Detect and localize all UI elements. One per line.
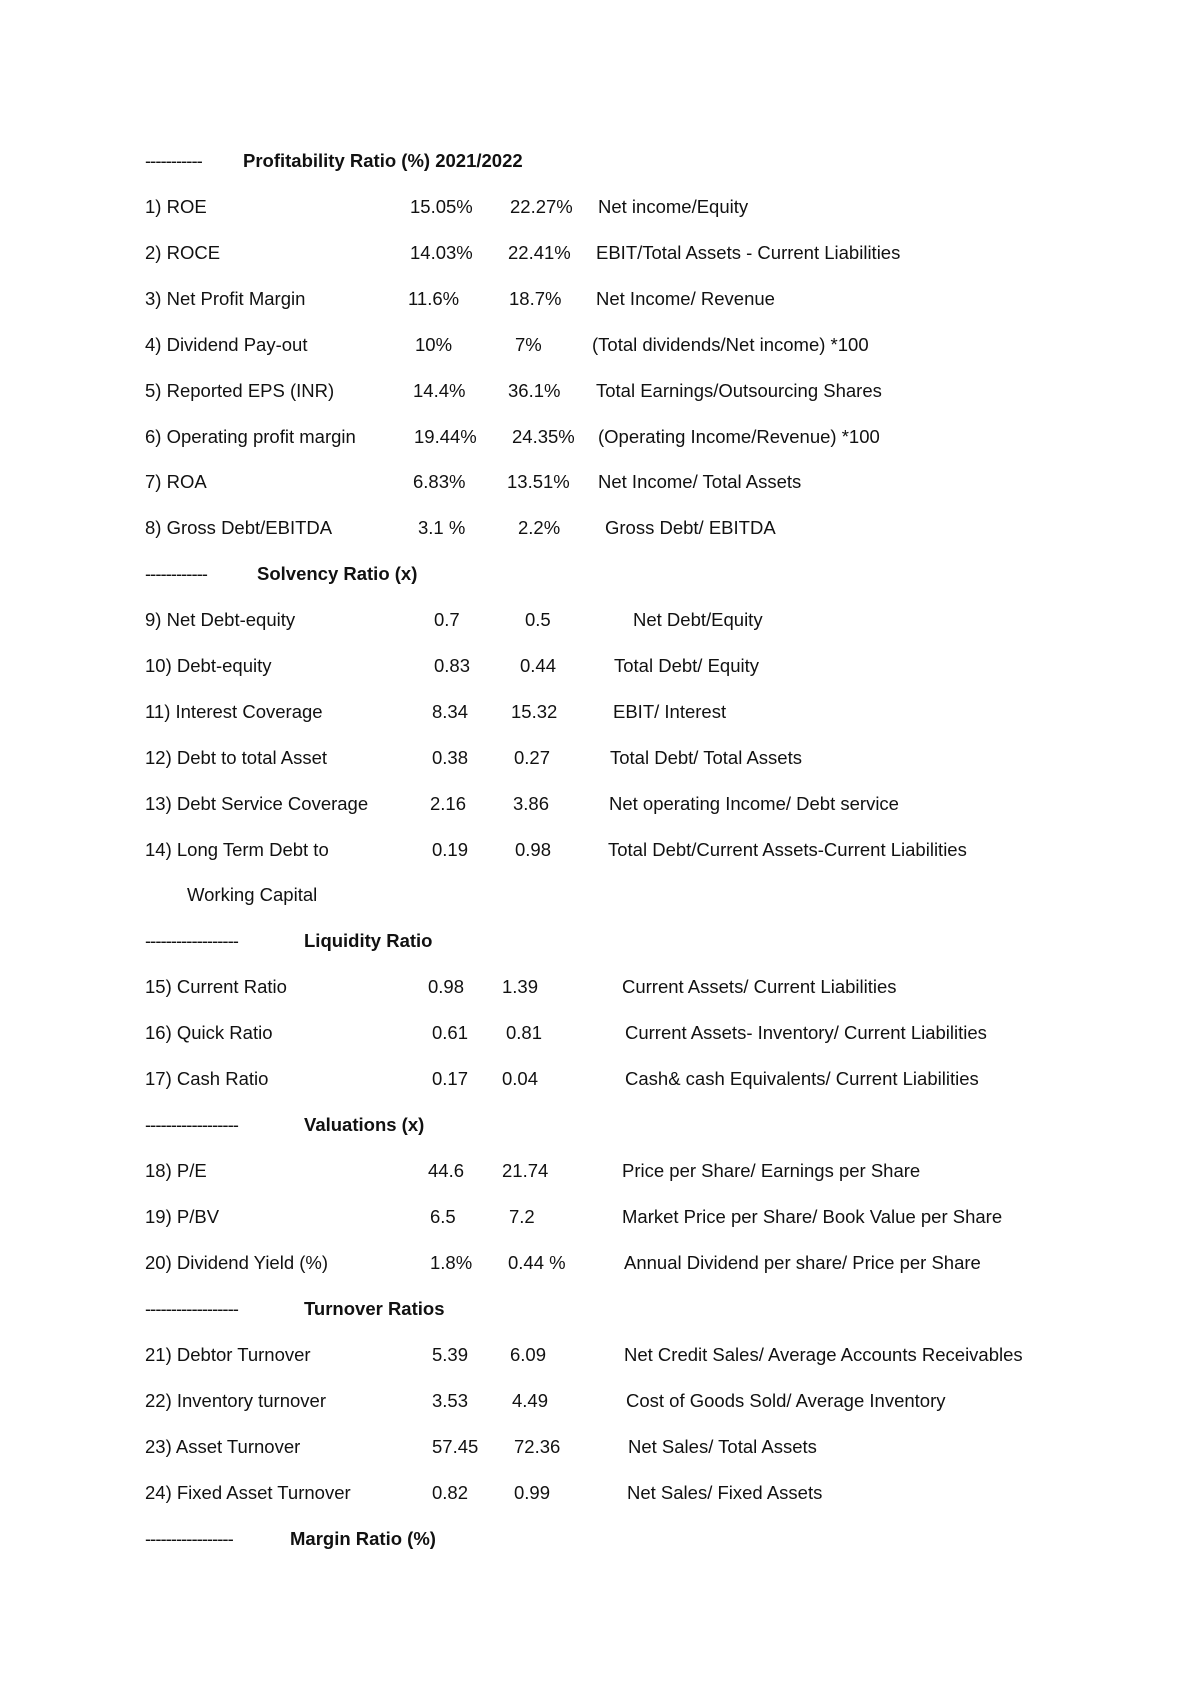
ratio-row-continuation	[0, 880, 1200, 910]
ratio-value-2022: 7.2	[509, 1206, 535, 1227]
ratio-value-2021: 5.39	[432, 1344, 469, 1365]
ratio-label-continuation: Working Capital	[187, 884, 318, 905]
ratio-value-2022: 0.27	[514, 747, 551, 768]
ratio-value-2021: 0.19	[432, 839, 469, 860]
ratio-value-2022: 15.32	[511, 701, 558, 722]
heading-dashes: ------------------	[145, 1298, 238, 1319]
ratio-value-2022: 4.49	[512, 1390, 549, 1411]
ratio-value-2021: 0.17	[432, 1068, 469, 1089]
ratio-label: 21) Debtor Turnover	[145, 1344, 311, 1365]
ratio-formula: Net Income/ Total Assets	[598, 471, 802, 492]
ratio-value-2021: 44.6	[428, 1160, 465, 1181]
ratio-value-2022: 72.36	[514, 1436, 561, 1457]
section-heading-solvency	[0, 559, 1200, 589]
ratio-label: 18) P/E	[145, 1160, 207, 1181]
ratio-row	[0, 1478, 1200, 1508]
ratio-formula: Annual Dividend per share/ Price per Share	[624, 1252, 981, 1273]
ratio-label: 13) Debt Service Coverage	[145, 793, 369, 814]
ratio-row	[0, 330, 1200, 360]
heading-title: Liquidity Ratio	[304, 930, 433, 951]
ratio-value-2022: 13.51%	[507, 471, 570, 492]
ratio-label: 12) Debt to total Asset	[145, 747, 328, 768]
ratio-value-2021: 8.34	[432, 701, 469, 722]
ratio-value-2021: 14.4%	[413, 380, 466, 401]
ratio-value-2022: 0.5	[525, 609, 551, 630]
ratio-value-2022: 7%	[515, 334, 542, 355]
ratio-row	[0, 1432, 1200, 1462]
ratio-row	[0, 697, 1200, 727]
ratio-label: 14) Long Term Debt to	[145, 839, 329, 860]
ratio-value-2021: 10%	[415, 334, 453, 355]
ratio-formula: Gross Debt/ EBITDA	[605, 517, 776, 538]
ratio-formula: Net operating Income/ Debt service	[609, 793, 899, 814]
ratio-label: 23) Asset Turnover	[145, 1436, 301, 1457]
ratio-row	[0, 789, 1200, 819]
section-heading-valuations	[0, 1110, 1200, 1140]
heading-dashes: -----------	[145, 150, 202, 171]
ratio-label: 11) Interest Coverage	[145, 701, 323, 722]
ratio-formula: Total Debt/Current Assets-Current Liabilities	[608, 839, 967, 860]
section-heading-turnover	[0, 1294, 1200, 1324]
ratio-label: 7) ROA	[145, 471, 207, 492]
ratio-value-2022: 6.09	[510, 1344, 547, 1365]
heading-title: Margin Ratio (%)	[290, 1528, 436, 1549]
ratio-value-2022: 0.99	[514, 1482, 551, 1503]
ratio-formula: Current Assets- Inventory/ Current Liabilities	[625, 1022, 987, 1043]
ratio-label: 6) Operating profit margin	[145, 426, 356, 447]
ratio-formula: Net Sales/ Total Assets	[628, 1436, 817, 1457]
ratio-label: 3) Net Profit Margin	[145, 288, 306, 309]
ratio-value-2022: 2.2%	[518, 517, 561, 538]
ratio-value-2021: 0.38	[432, 747, 469, 768]
ratio-row	[0, 284, 1200, 314]
ratio-formula: Net Credit Sales/ Average Accounts Receivables	[624, 1344, 1023, 1365]
ratio-value-2021: 3.1 %	[418, 517, 466, 538]
ratio-label: 8) Gross Debt/EBITDA	[145, 517, 333, 538]
ratio-label: 5) Reported EPS (INR)	[145, 380, 335, 401]
ratio-label: 1) ROE	[145, 196, 207, 217]
ratio-row	[0, 1064, 1200, 1094]
ratio-row	[0, 605, 1200, 635]
ratio-formula: Cash& cash Equivalents/ Current Liabilities	[625, 1068, 979, 1089]
ratio-value-2022: 0.98	[515, 839, 552, 860]
ratio-formula: Current Assets/ Current Liabilities	[622, 976, 897, 997]
ratio-formula: EBIT/ Interest	[613, 701, 727, 722]
ratio-row	[0, 743, 1200, 773]
ratio-value-2022: 22.27%	[510, 196, 573, 217]
ratio-row	[0, 1386, 1200, 1416]
ratio-value-2021: 1.8%	[430, 1252, 473, 1273]
ratio-value-2022: 24.35%	[512, 426, 575, 447]
ratio-formula: Cost of Goods Sold/ Average Inventory	[626, 1390, 946, 1411]
heading-dashes: -----------------	[145, 1528, 233, 1549]
ratio-label: 16) Quick Ratio	[145, 1022, 273, 1043]
ratio-row	[0, 651, 1200, 681]
ratio-formula: Market Price per Share/ Book Value per Share	[622, 1206, 1003, 1227]
heading-dashes: ------------------	[145, 1114, 238, 1135]
ratio-value-2022: 22.41%	[508, 242, 571, 263]
heading-dashes: ------------------	[145, 930, 238, 951]
ratio-formula: (Operating Income/Revenue) *100	[598, 426, 880, 447]
ratio-label: 17) Cash Ratio	[145, 1068, 269, 1089]
ratio-value-2021: 11.6%	[408, 288, 460, 309]
heading-dashes: ------------	[145, 563, 207, 584]
ratio-label: 22) Inventory turnover	[145, 1390, 326, 1411]
ratio-value-2022: 0.44	[520, 655, 557, 676]
ratio-value-2021: 2.16	[430, 793, 467, 814]
ratio-row	[0, 1018, 1200, 1048]
heading-title: Solvency Ratio (x)	[257, 563, 418, 584]
ratio-value-2022: 0.04	[502, 1068, 539, 1089]
ratio-row	[0, 192, 1200, 222]
ratio-label: 4) Dividend Pay-out	[145, 334, 308, 355]
ratio-formula: Net income/Equity	[598, 196, 749, 217]
ratio-value-2021: 0.7	[434, 609, 460, 630]
ratio-value-2021: 6.5	[430, 1206, 456, 1227]
heading-title: Valuations (x)	[304, 1114, 425, 1135]
ratio-label: 20) Dividend Yield (%)	[145, 1252, 329, 1273]
ratio-row	[0, 238, 1200, 268]
ratio-value-2021: 57.45	[432, 1436, 479, 1457]
ratio-row	[0, 835, 1200, 865]
ratio-formula: Net Debt/Equity	[633, 609, 763, 630]
ratio-value-2022: 18.7%	[509, 288, 562, 309]
ratio-row	[0, 1202, 1200, 1232]
ratio-label: 24) Fixed Asset Turnover	[145, 1482, 351, 1503]
ratio-row	[0, 972, 1200, 1002]
section-heading-profitability	[0, 146, 1200, 176]
ratio-value-2022: 1.39	[502, 976, 539, 997]
ratio-value-2021: 14.03%	[410, 242, 473, 263]
ratio-row	[0, 467, 1200, 497]
ratio-value-2021: 0.83	[434, 655, 471, 676]
ratio-value-2021: 6.83%	[413, 471, 466, 492]
heading-title: Turnover Ratios	[304, 1298, 445, 1319]
ratio-row	[0, 513, 1200, 543]
ratio-value-2021: 19.44%	[414, 426, 477, 447]
ratio-formula: Price per Share/ Earnings per Share	[622, 1160, 921, 1181]
section-heading-margin	[0, 1524, 1200, 1554]
ratio-value-2022: 3.86	[513, 793, 550, 814]
ratio-formula: Net Income/ Revenue	[596, 288, 775, 309]
ratio-row	[0, 1340, 1200, 1370]
ratio-value-2021: 0.82	[432, 1482, 469, 1503]
ratio-formula: Total Earnings/Outsourcing Shares	[596, 380, 882, 401]
ratio-label: 9) Net Debt-equity	[145, 609, 296, 630]
ratio-value-2022: 21.74	[502, 1160, 549, 1181]
ratio-value-2021: 0.61	[432, 1022, 469, 1043]
ratio-value-2021: 15.05%	[410, 196, 473, 217]
ratio-row	[0, 422, 1200, 452]
ratio-label: 2) ROCE	[145, 242, 221, 263]
ratio-label: 19) P/BV	[145, 1206, 220, 1227]
ratio-formula: Total Debt/ Total Assets	[610, 747, 802, 768]
ratio-row	[0, 1156, 1200, 1186]
ratio-value-2021: 0.98	[428, 976, 465, 997]
ratio-value-2021: 3.53	[432, 1390, 469, 1411]
heading-title: Profitability Ratio (%) 2021/2022	[243, 150, 523, 171]
section-heading-liquidity	[0, 926, 1200, 956]
ratio-value-2022: 36.1%	[508, 380, 561, 401]
ratio-value-2022: 0.81	[506, 1022, 543, 1043]
ratio-formula: (Total dividends/Net income) *100	[592, 334, 869, 355]
ratio-row	[0, 376, 1200, 406]
ratio-value-2022: 0.44 %	[508, 1252, 566, 1273]
ratio-formula: Net Sales/ Fixed Assets	[627, 1482, 823, 1503]
ratio-formula: Total Debt/ Equity	[614, 655, 759, 676]
ratio-label: 10) Debt-equity	[145, 655, 272, 676]
ratio-row	[0, 1248, 1200, 1278]
ratio-formula: EBIT/Total Assets - Current Liabilities	[596, 242, 901, 263]
ratio-label: 15) Current Ratio	[145, 976, 287, 997]
